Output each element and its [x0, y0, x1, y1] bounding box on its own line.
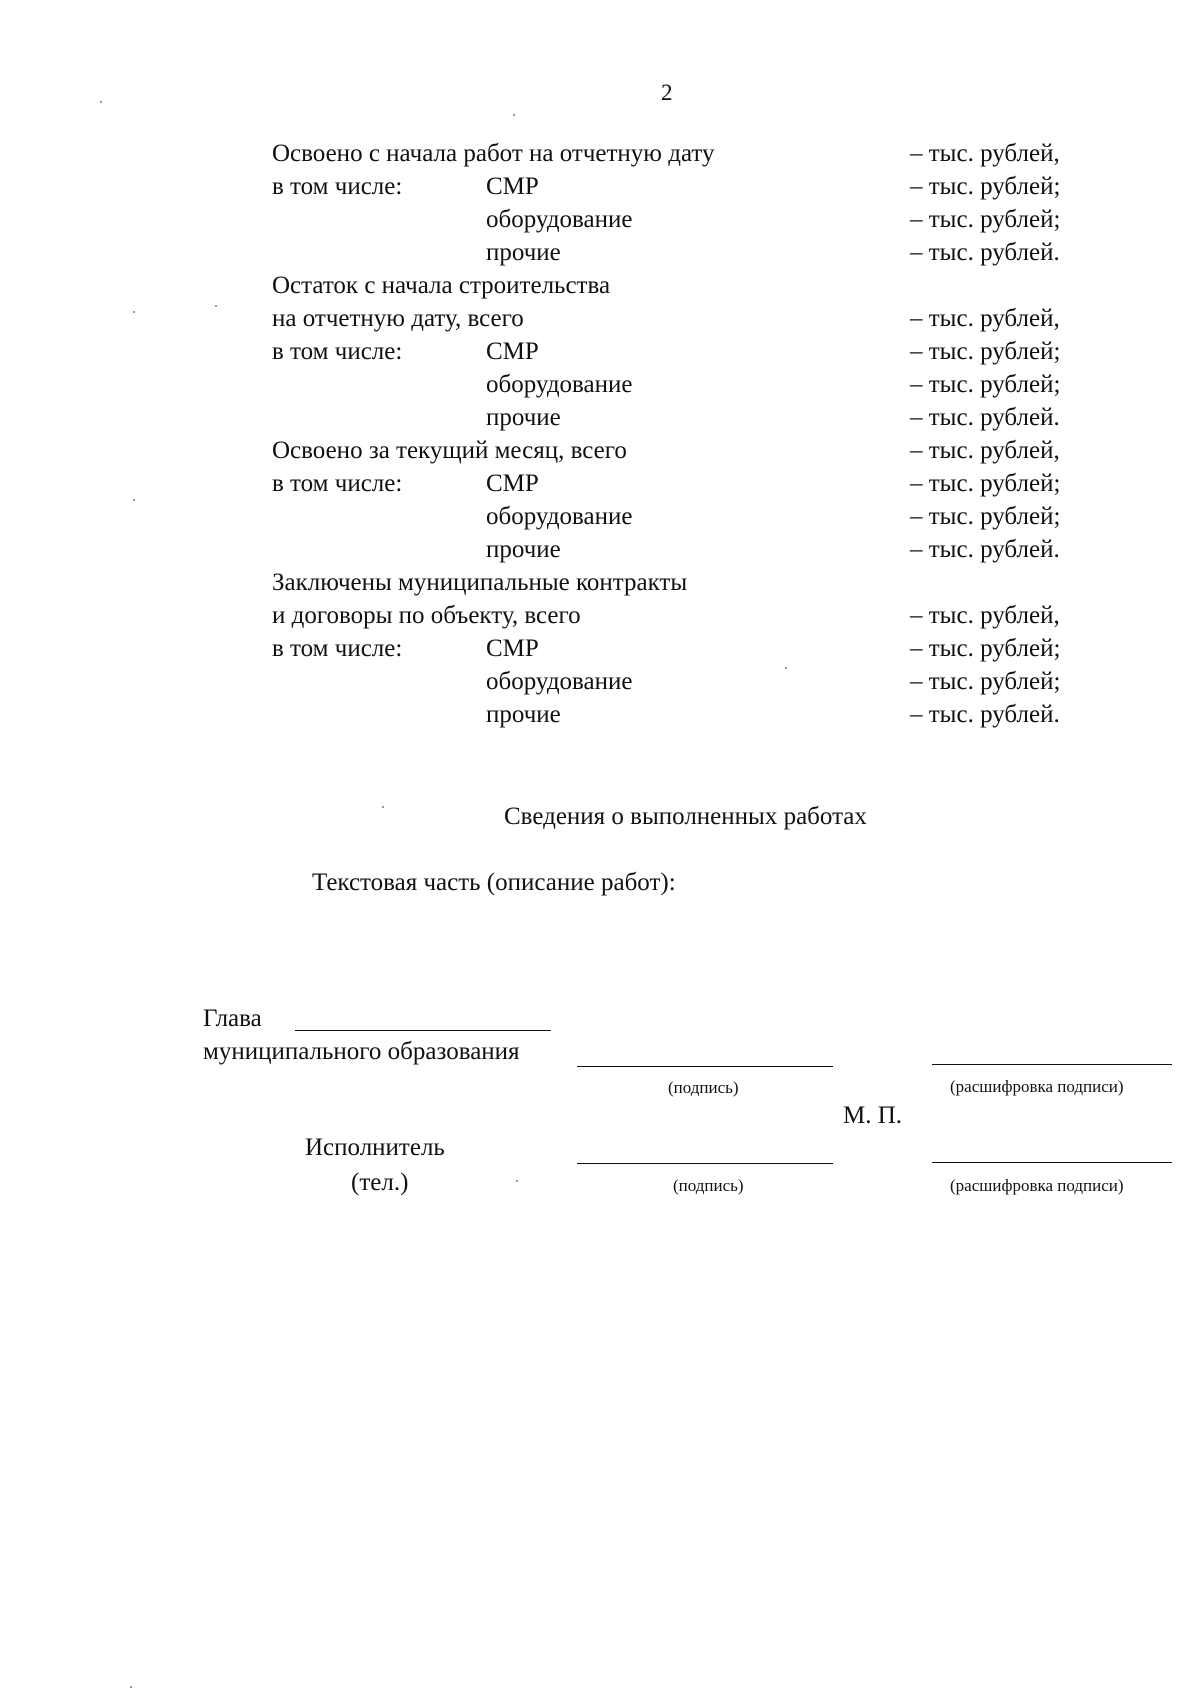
executor-signature-line	[577, 1163, 833, 1164]
finance-row	[0, 536, 1200, 569]
finance-item-label: на отчетную дату, всего	[272, 305, 524, 332]
head-org-label: муниципального образования	[203, 1038, 520, 1065]
finance-item-label: и договоры по объекту, всего	[272, 602, 581, 629]
head-decoding-line	[932, 1064, 1172, 1065]
finance-subitem-label: прочие	[486, 536, 561, 563]
scan-speck	[382, 806, 384, 808]
text-part-label: Текстовая часть (описание работ):	[312, 869, 676, 896]
finance-unit: – тыс. рублей;	[910, 206, 1061, 233]
finance-unit: – тыс. рублей;	[910, 173, 1061, 200]
finance-subitem-label: прочие	[486, 239, 561, 266]
finance-subitem-label: оборудование	[486, 371, 633, 398]
finance-unit: – тыс. рублей.	[910, 536, 1060, 563]
finance-row	[0, 140, 1200, 173]
finance-row	[0, 635, 1200, 668]
executor-label: Исполнитель	[305, 1134, 445, 1161]
finance-unit: – тыс. рублей;	[910, 470, 1061, 497]
scan-speck	[516, 1180, 518, 1182]
finance-subitem-label: СМР	[486, 470, 539, 497]
finance-row	[0, 437, 1200, 470]
scan-speck	[785, 667, 787, 669]
finance-row	[0, 305, 1200, 338]
page-number: 2	[661, 80, 673, 105]
finance-unit: – тыс. рублей;	[910, 338, 1061, 365]
finance-item-label: в том числе:	[272, 470, 403, 497]
finance-unit: – тыс. рублей,	[910, 140, 1060, 167]
finance-row	[0, 668, 1200, 701]
finance-subitem-label: оборудование	[486, 206, 633, 233]
executor-signature-caption: (подпись)	[673, 1176, 744, 1195]
head-signature-line	[577, 1066, 833, 1067]
finance-row	[0, 239, 1200, 272]
finance-unit: – тыс. рублей;	[910, 503, 1061, 530]
finance-subitem-label: оборудование	[486, 668, 633, 695]
scan-speck	[133, 499, 135, 501]
finance-unit: – тыс. рублей;	[910, 635, 1061, 662]
head-signature-caption: (подпись)	[668, 1078, 739, 1097]
finance-unit: – тыс. рублей.	[910, 239, 1060, 266]
finance-unit: – тыс. рублей;	[910, 371, 1061, 398]
finance-subitem-label: оборудование	[486, 503, 633, 530]
stamp-place: М. П.	[843, 1102, 903, 1129]
finance-subitem-label: прочие	[486, 404, 561, 431]
head-label: Глава	[203, 1005, 262, 1032]
finance-row	[0, 569, 1200, 602]
finance-unit: – тыс. рублей,	[910, 305, 1060, 332]
finance-row	[0, 173, 1200, 206]
finance-subitem-label: СМР	[486, 635, 539, 662]
finance-item-label: в том числе:	[272, 173, 403, 200]
scan-speck	[513, 114, 515, 116]
finance-item-label: Остаток с начала строительства	[272, 272, 611, 299]
finance-row	[0, 272, 1200, 305]
finance-unit: – тыс. рублей.	[910, 701, 1060, 728]
finance-item-label: в том числе:	[272, 635, 403, 662]
executor-decoding-line	[932, 1162, 1172, 1163]
finance-row	[0, 470, 1200, 503]
finance-row	[0, 503, 1200, 536]
finance-subitem-label: прочие	[486, 701, 561, 728]
phone-label: (тел.)	[351, 1169, 409, 1196]
finance-row	[0, 701, 1200, 734]
finance-unit: – тыс. рублей,	[910, 437, 1060, 464]
finance-unit: – тыс. рублей,	[910, 602, 1060, 629]
finance-item-label: Заключены муниципальные контракты	[272, 569, 688, 596]
finance-row	[0, 602, 1200, 635]
scan-speck	[130, 1686, 132, 1688]
finance-subitem-label: СМР	[486, 338, 539, 365]
finance-row	[0, 404, 1200, 437]
section-title: Сведения о выполненных работах	[504, 803, 867, 830]
head-title-line	[295, 1030, 551, 1031]
executor-decoding-caption: (расшифровка подписи)	[950, 1176, 1124, 1195]
finance-unit: – тыс. рублей.	[910, 404, 1060, 431]
finance-item-label: Освоено за текущий месяц, всего	[272, 437, 627, 464]
finance-row	[0, 371, 1200, 404]
finance-unit: – тыс. рублей;	[910, 668, 1061, 695]
finance-subitem-label: СМР	[486, 173, 539, 200]
scan-speck	[215, 305, 217, 307]
scan-speck	[100, 101, 102, 103]
scan-speck	[133, 311, 135, 313]
finance-item-label: Освоено с начала работ на отчетную дату	[272, 140, 715, 167]
finance-row	[0, 206, 1200, 239]
finance-item-label: в том числе:	[272, 338, 403, 365]
finance-row	[0, 338, 1200, 371]
head-decoding-caption: (расшифровка подписи)	[950, 1077, 1124, 1096]
